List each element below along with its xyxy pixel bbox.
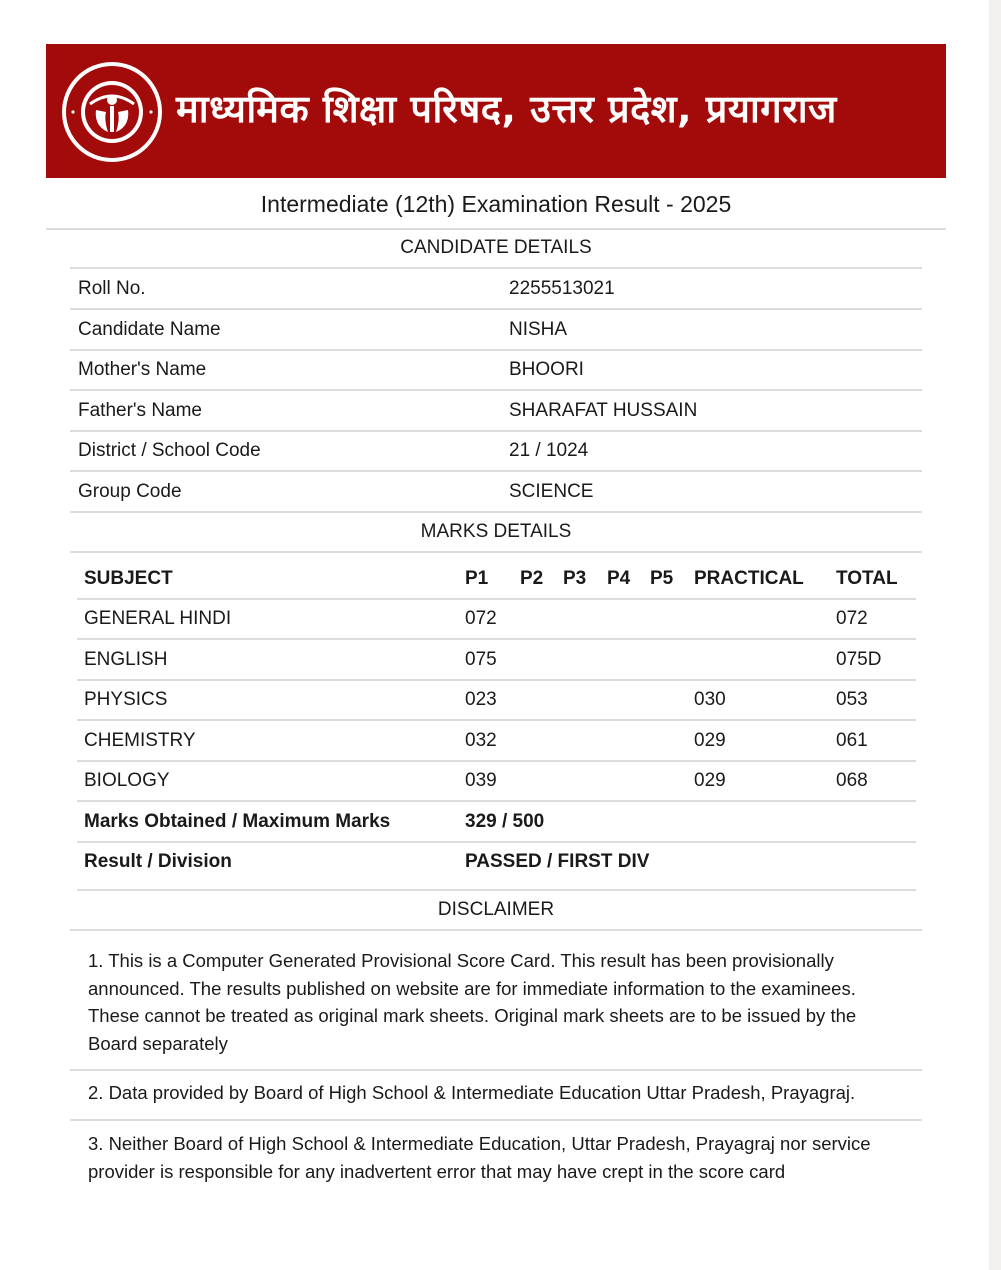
field-value: SCIENCE [509,481,594,502]
marks-row [77,600,916,640]
subject-name: PHYSICS [84,689,168,710]
disclaimer-title: DISCLAIMER [70,891,922,931]
board-logo-icon [60,60,164,164]
col-total: TOTAL [836,568,898,589]
marks-obtained-value: 329 / 500 [465,811,545,832]
candidate-row-name [70,310,922,351]
field-label: Father's Name [78,400,203,421]
p1-marks: 023 [465,689,497,710]
field-value: NISHA [509,319,568,340]
disclaimer-item [70,1079,922,1121]
field-label: Candidate Name [78,319,221,340]
marks-row [77,681,916,721]
candidate-section-title: CANDIDATE DETAILS [70,229,922,269]
subject-name: CHEMISTRY [84,730,196,751]
col-practical: PRACTICAL [694,568,804,589]
field-value: SHARAFAT HUSSAIN [509,400,698,421]
marks-row [77,762,916,802]
practical-marks: 029 [694,770,726,791]
result-value: PASSED / FIRST DIV [465,851,650,872]
candidate-row-roll [70,269,922,310]
col-p4: P4 [607,568,631,589]
field-value: 21 / 1024 [509,440,589,461]
marks-row [77,722,916,762]
marks-header-row [77,560,916,600]
field-value: BHOORI [509,359,584,380]
marks-row [77,641,916,681]
disclaimer-item [70,1130,922,1186]
field-label: Mother's Name [78,359,207,380]
total-marks: 053 [836,689,868,710]
marks-obtained-label: Marks Obtained / Maximum Marks [84,811,391,832]
practical-marks: 029 [694,730,726,751]
p1-marks: 039 [465,770,497,791]
result-label: Result / Division [84,851,232,872]
col-p1: P1 [465,568,489,589]
total-marks: 068 [836,770,868,791]
candidate-row-father [70,391,922,432]
disclaimer-text: 2. Data provided by Board of High School & Intermediate Education Uttar Pradesh, Prayagraj. [88,1082,856,1103]
col-subject: SUBJECT [84,568,173,589]
col-p2: P2 [520,568,544,589]
field-label: Roll No. [78,278,146,299]
p1-marks: 072 [465,608,497,629]
subject-name: ENGLISH [84,649,168,670]
result-row [77,843,916,891]
candidate-row-district [70,431,922,472]
disclaimer-text: 1. This is a Computer Generated Provisional Score Card. This result has been provisionally announced. The results published on website are for immediate information to the examinees. These cannot be treated as original mark sheets. Original mark sheets are to be issued by the Board separately [88,950,857,1054]
p1-marks: 075 [465,649,497,670]
exam-title: Intermediate (12th) Examination Result - 2025 [46,184,946,230]
candidate-row-group [70,472,922,513]
col-p5: P5 [650,568,674,589]
total-marks: 061 [836,730,868,751]
total-marks: 072 [836,608,868,629]
p1-marks: 032 [465,730,497,751]
practical-marks: 030 [694,689,726,710]
board-header [46,44,946,178]
subject-name: BIOLOGY [84,770,170,791]
disclaimer-text: 3. Neither Board of High School & Intermediate Education, Uttar Pradesh, Prayagraj nor service provider is responsible for any inadvertent error that may have crept in the score card [88,1133,871,1182]
subject-name: GENERAL HINDI [84,608,232,629]
field-label: District / School Code [78,440,261,461]
candidate-row-mother [70,350,922,391]
page-edge-strip [989,0,1001,1270]
marks-section-title: MARKS DETAILS [70,513,922,553]
marks-summary-row [77,803,916,843]
field-value: 2255513021 [509,278,615,299]
board-title: माध्यमिक शिक्षा परिषद, उत्तर प्रदेश, प्रयागराज [176,87,837,131]
disclaimer-item [70,947,922,1071]
field-label: Group Code [78,481,182,502]
total-marks: 075D [836,649,882,670]
col-p3: P3 [563,568,587,589]
